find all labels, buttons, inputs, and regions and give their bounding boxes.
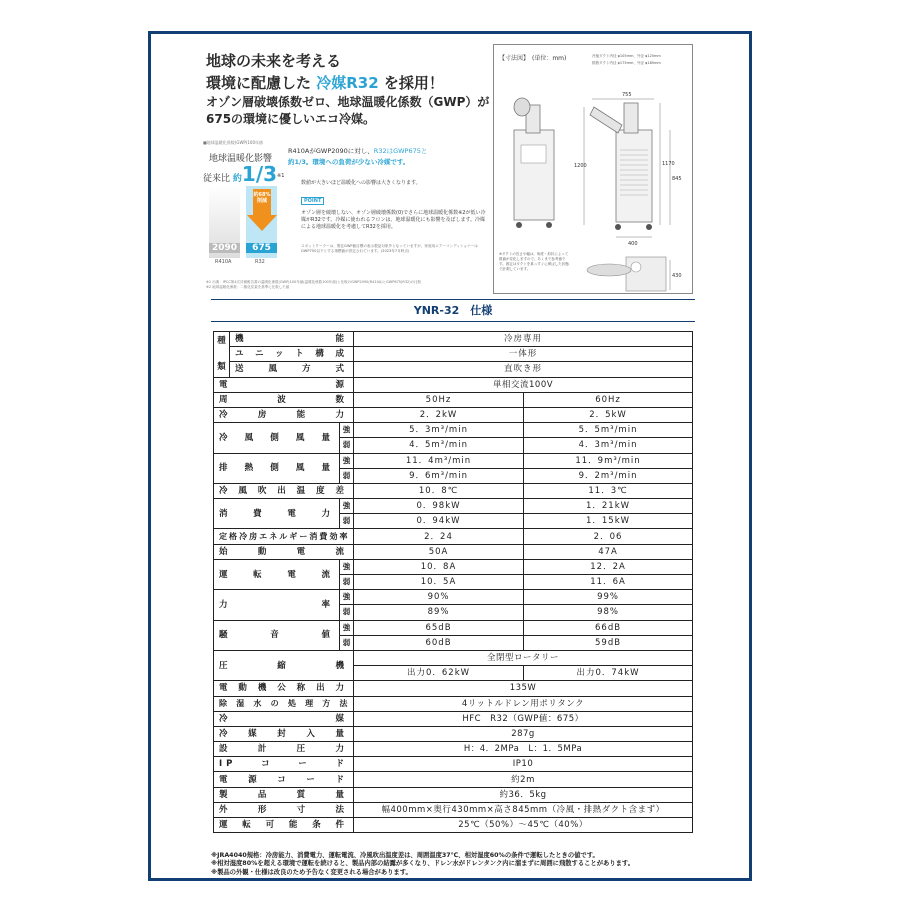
spec-value-60hz: 47A bbox=[524, 544, 693, 559]
spec-row bbox=[214, 726, 693, 741]
spec-row bbox=[214, 332, 693, 347]
spec-value-50hz: 50A bbox=[354, 544, 524, 559]
point-text: オゾン層を破壊しない、オゾン層破壊係数(0)でさらに地球温暖化係数※2が低い冷媒がR32です。冷媒に使われるフロンは、地球温暖化にも影響を及ぼします。冷媒による地球温暖化を考慮してR32を採用。 bbox=[301, 210, 486, 230]
spec-value-60hz: 99% bbox=[524, 590, 693, 605]
spec-label: 排熱側風量 bbox=[214, 453, 340, 483]
spec-value-50hz: 2．24 bbox=[354, 529, 524, 544]
spec-label: 冷風吹出温度差 bbox=[214, 483, 354, 498]
spec-label: 設計圧力 bbox=[214, 742, 354, 757]
spec-value: 一体形 bbox=[354, 347, 693, 362]
spec-value-50hz: 50Hz bbox=[354, 392, 524, 407]
spec-sub-strong: 強 bbox=[340, 620, 354, 635]
headline-line2-post: を採用！ bbox=[383, 74, 444, 92]
spec-value-60hz: 59dB bbox=[524, 635, 693, 650]
note-1: ※JRA4040規格：冷房能力、消費電力、運転電流、冷風吹出温度差は、周囲温度37℃、相対湿度60%の条件で運転したときの値です。 bbox=[211, 852, 599, 859]
spec-label: 力率 bbox=[214, 590, 340, 620]
spec-row bbox=[214, 559, 693, 574]
spec-label: 外形寸法 bbox=[214, 802, 354, 817]
spec-sub-strong: 強 bbox=[340, 499, 354, 514]
spec-value-50hz: 5．3m³/min bbox=[354, 423, 524, 438]
gwp-text bbox=[288, 146, 478, 168]
headline-line1: 地球の未来を考える bbox=[206, 52, 342, 70]
spec-label: 製品質量 bbox=[214, 787, 354, 802]
spec-sub-strong: 強 bbox=[340, 453, 354, 468]
spec-row bbox=[214, 590, 693, 605]
spec-sub-weak: 弱 bbox=[340, 438, 354, 453]
spec-value: 25℃（50%）～45℃（40%） bbox=[354, 818, 693, 833]
spec-value-50hz: 90% bbox=[354, 590, 524, 605]
gwp-text-hl: R32はGWP675と bbox=[373, 147, 428, 155]
dim-400: 400 bbox=[628, 241, 638, 247]
spec-row bbox=[214, 772, 693, 787]
ratio-sup: ※1 bbox=[277, 173, 285, 179]
spec-sub-weak: 弱 bbox=[340, 468, 354, 483]
spec-row bbox=[214, 711, 693, 726]
spec-category: 種 類 bbox=[214, 332, 230, 378]
spec-label: 冷房能力 bbox=[214, 407, 354, 422]
spec-table bbox=[213, 331, 693, 833]
spec-value-60hz: 4．3m³/min bbox=[524, 438, 693, 453]
dim-845: 845 bbox=[672, 176, 682, 182]
spec-value: 冷房専用 bbox=[354, 332, 693, 347]
gwp-text-hl2: 約1/3。環境への負荷が少ない冷媒です。 bbox=[288, 158, 410, 166]
spec-row bbox=[214, 742, 693, 757]
headline-line3: オゾン層破壊係数ゼロ、地球温暖化係数（GWP）が bbox=[206, 95, 490, 109]
spec-row bbox=[214, 483, 693, 498]
headline-line2 bbox=[206, 72, 496, 94]
spec-value-60hz: 60Hz bbox=[524, 392, 693, 407]
dimension-caption: ※ダクトの長さや幅は、角度・形状によって数値が変化しますので、あくまで参考値です。固定はダクトを真っすぐに伸ばした状態で計測しています。 bbox=[499, 252, 569, 271]
spec-value: 全閉型ロータリー bbox=[354, 650, 693, 665]
spec-value-50hz: 0．94kW bbox=[354, 514, 524, 529]
spec-value: 約2m bbox=[354, 772, 693, 787]
dim-1200: 1200 bbox=[574, 163, 587, 169]
headline-line2-pre: 環境に配慮した bbox=[206, 74, 312, 92]
spec-value: 単相交流100V bbox=[354, 377, 693, 392]
gwp-ratio bbox=[203, 162, 284, 186]
gwp-footnote-2: ※2 地球温暖化係数：二酸化炭素を基準に比較した値 bbox=[206, 285, 290, 289]
spec-value-60hz: 9．2m³/min bbox=[524, 468, 693, 483]
spec-value-50hz: 11．4m³/min bbox=[354, 453, 524, 468]
spec-value-60hz: 出力0．74kW bbox=[524, 666, 693, 681]
spec-label: 機能 bbox=[230, 332, 354, 347]
spec-value-60hz: 2．5kW bbox=[524, 407, 693, 422]
gwp-title: 地球温暖化影響 bbox=[209, 154, 273, 164]
spec-sub-weak: 弱 bbox=[340, 635, 354, 650]
spec-value: H：4．2MPa L：1．5MPa bbox=[354, 742, 693, 757]
spec-value-50hz: 出力0．62kW bbox=[354, 666, 524, 681]
spec-label: 除湿水の処理方法 bbox=[214, 696, 354, 711]
bar-r410a-value: 2090 bbox=[209, 243, 240, 253]
note-3: ※製品の外観・仕様は改良のため予告なく変更される場合があります。 bbox=[211, 868, 412, 876]
headline-line4: 675の環境に優しいエコ冷媒。 bbox=[206, 112, 376, 126]
gwp-sub: 数値が大きいほど温暖化への影響は大きくなります。 bbox=[301, 180, 421, 186]
bar-r32-value: 675 bbox=[246, 243, 277, 253]
spec-sub-strong: 強 bbox=[340, 559, 354, 574]
spec-value-50hz: 60dB bbox=[354, 635, 524, 650]
spec-value-50hz: 4．5m³/min bbox=[354, 438, 524, 453]
spec-row bbox=[214, 681, 693, 696]
spec-value-60hz: 98% bbox=[524, 605, 693, 620]
spec-label: 運転電流 bbox=[214, 559, 340, 589]
spec-value: 約36．5kg bbox=[354, 787, 693, 802]
ratio-small: 約 bbox=[232, 174, 242, 184]
dim-430: 430 bbox=[672, 273, 682, 279]
spec-value-60hz: 11．9m³/min bbox=[524, 453, 693, 468]
spec-label: 冷媒 bbox=[214, 711, 354, 726]
spec-label: 送風方式 bbox=[230, 362, 354, 377]
spec-row bbox=[214, 544, 693, 559]
spec-sub-strong: 強 bbox=[340, 590, 354, 605]
spec-row bbox=[214, 529, 693, 544]
spec-value-60hz: 12．2A bbox=[524, 559, 693, 574]
spec-value-50hz: 65dB bbox=[354, 620, 524, 635]
spec-row bbox=[214, 453, 693, 468]
spec-row bbox=[214, 407, 693, 422]
spec-value-50hz: 2．2kW bbox=[354, 407, 524, 422]
dimension-header: 【寸法図】 (単位：mm) bbox=[499, 55, 567, 62]
spec-value-50hz: 10．5A bbox=[354, 575, 524, 590]
spec-label: 電動機公称出力 bbox=[214, 681, 354, 696]
dim-1170: 1170 bbox=[662, 161, 675, 167]
spec-label: 定格冷房エネルギー消費効率 bbox=[214, 529, 354, 544]
spec-sub-strong: 強 bbox=[340, 423, 354, 438]
dim-755: 755 bbox=[622, 92, 632, 98]
spec-label: 始動電流 bbox=[214, 544, 354, 559]
bar-r410a bbox=[209, 186, 240, 258]
spec-value-50hz: 0．98kW bbox=[354, 499, 524, 514]
spec-value: 135W bbox=[354, 681, 693, 696]
ratio-prefix: 従来比 bbox=[203, 174, 231, 184]
spec-label: 騒音値 bbox=[214, 620, 340, 650]
spec-value-60hz: 11．6A bbox=[524, 575, 693, 590]
spec-sub-weak: 弱 bbox=[340, 605, 354, 620]
spec-label: 圧縮機 bbox=[214, 650, 354, 680]
spec-value: 幅400mm×奥行430mm×高さ845mm（冷風・排熱ダクト含まず） bbox=[354, 802, 693, 817]
spec-row bbox=[214, 499, 693, 514]
note-2: ※相対湿度80%を超える環境で運転を続けると、製品内部の結露が多くなり、ドレン水がドレンタンク内に溜まずに周囲に飛散することがあります。 bbox=[211, 860, 634, 868]
point-badge: POINT bbox=[301, 197, 324, 205]
spec-sub-weak: 弱 bbox=[340, 514, 354, 529]
gwp-note: ■地球温暖化係数(GWP)100年値 bbox=[203, 140, 264, 145]
spec-row bbox=[214, 392, 693, 407]
spec-row bbox=[214, 620, 693, 635]
spec-value-60hz: 11．3℃ bbox=[524, 483, 693, 498]
spec-row bbox=[214, 377, 693, 392]
spec-value-50hz: 89% bbox=[354, 605, 524, 620]
page-frame bbox=[148, 31, 752, 881]
spec-value-50hz: 9．6m³/min bbox=[354, 468, 524, 483]
headline-accent: 冷媒R32 bbox=[316, 74, 379, 92]
spec-label: 冷媒封入量 bbox=[214, 726, 354, 741]
down-arrow-icon bbox=[247, 189, 277, 233]
spec-value: HFC R32（GWP値：675） bbox=[354, 711, 693, 726]
spec-value: 4リットルドレン用ポリタンク bbox=[354, 696, 693, 711]
spec-row bbox=[214, 650, 693, 665]
notes bbox=[211, 852, 701, 877]
spec-value-60hz: 1．15kW bbox=[524, 514, 693, 529]
duct-line-1: 冷風ダクト内径 φ105mm、外径 φ125mm bbox=[592, 54, 661, 58]
spec-value-50hz: 10．8℃ bbox=[354, 483, 524, 498]
small-note: スポットクーラーは、既往GWP値目標の表示製品対象外となっていますが、家庭用エアーコンディショナーはGWP750以下とする指標値が設定されています。(2023年7月時点) bbox=[301, 244, 478, 253]
spec-row bbox=[214, 696, 693, 711]
spec-label: ユニット構成 bbox=[230, 347, 354, 362]
duct-line-2: 排熱ダクト内径 φ175mm、外径 φ185mm bbox=[592, 61, 661, 65]
spec-row bbox=[214, 362, 693, 377]
gwp-text-pre: R410AがGWP2090に対し、 bbox=[288, 147, 374, 155]
bar-r410a-label: R410A bbox=[215, 259, 232, 265]
gwp-footnote-1: ※1 出典：IPCC第4次評価報告書の温暖化係数(GWP)100年値(温暖化係数100年値)と比較のGWP2090(R410A)とGWP675(R32)の比較 bbox=[206, 280, 422, 284]
spec-row bbox=[214, 802, 693, 817]
spec-label: 運転可能条件 bbox=[214, 818, 354, 833]
bar-r32-label: R32 bbox=[255, 259, 265, 265]
spec-value-60hz: 2．06 bbox=[524, 529, 693, 544]
dimension-drawing bbox=[493, 44, 693, 294]
spec-value: IP10 bbox=[354, 757, 693, 772]
spec-row bbox=[214, 787, 693, 802]
spec-row bbox=[214, 347, 693, 362]
spec-label: 周波数 bbox=[214, 392, 354, 407]
spec-value-60hz: 5．5m³/min bbox=[524, 423, 693, 438]
ratio-big: 1/3 bbox=[241, 162, 278, 186]
arrow-text: 約68% 削減 bbox=[253, 192, 271, 204]
gwp-footnotes bbox=[206, 280, 476, 290]
spec-row bbox=[214, 423, 693, 438]
spec-sub-weak: 弱 bbox=[340, 575, 354, 590]
spec-label: 電源 bbox=[214, 377, 354, 392]
spec-label: IPコード bbox=[214, 757, 354, 772]
headline bbox=[206, 50, 496, 128]
spec-row bbox=[214, 757, 693, 772]
spec-value-50hz: 10．8A bbox=[354, 559, 524, 574]
spec-value: 287g bbox=[354, 726, 693, 741]
spec-label: 冷風側風量 bbox=[214, 423, 340, 453]
spec-value-60hz: 1．21kW bbox=[524, 499, 693, 514]
spec-label: 消費電力 bbox=[214, 499, 340, 529]
spec-title: YNR-32 仕様 bbox=[211, 299, 695, 322]
spec-label: 電源コード bbox=[214, 772, 354, 787]
spec-row bbox=[214, 818, 693, 833]
spec-value-60hz: 66dB bbox=[524, 620, 693, 635]
spec-value: 直吹き形 bbox=[354, 362, 693, 377]
